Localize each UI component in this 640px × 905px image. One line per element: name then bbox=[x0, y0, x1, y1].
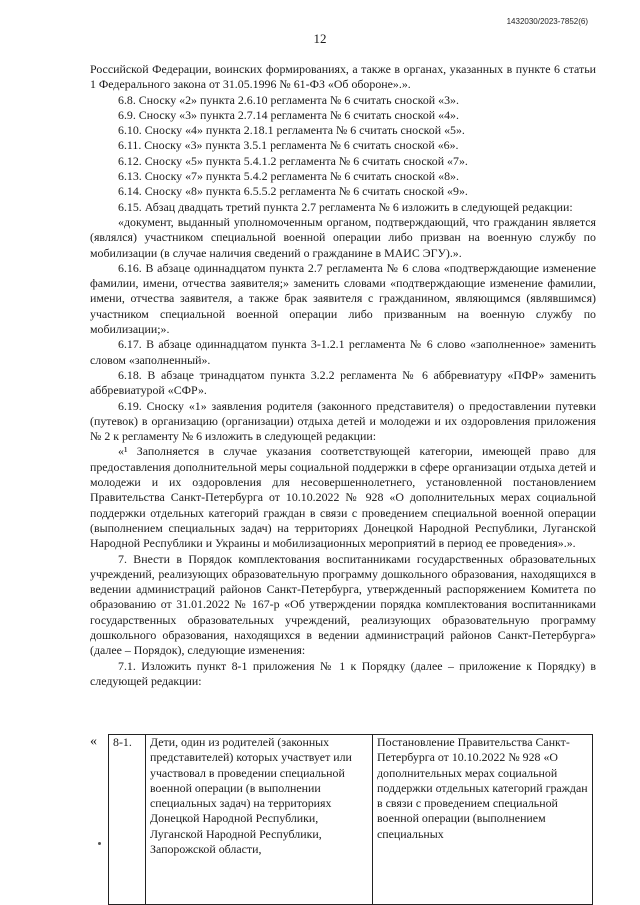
table-open-quote: « bbox=[90, 734, 97, 749]
paragraph: 6.11. Сноску «3» пункта 3.5.1 регламента № 6 считать сноской «6». bbox=[118, 138, 459, 153]
paragraph: 6.10. Сноску «4» пункта 2.18.1 регламента № 6 считать сноской «5». bbox=[118, 123, 465, 138]
paragraph: 6.16. В абзаце одиннадцатом пункта 2.7 регламента № 6 слова «подтверждающие изменение фамилии, имени, отчества заявителя;» заменить словами «подтверждающие изменение фамилии, имени, отчества заявителя, а также брак заявителя с гражданином, являющимся (являвшимся) участником специальной военной операции либо призванным на военную службу по мобилизации;». bbox=[90, 260, 596, 337]
paragraph: 6.14. Сноску «8» пункта 6.5.5.2 регламента № 6 считать сноской «9». bbox=[118, 184, 468, 199]
paragraph: 6.13. Сноску «7» пункта 5.4.2 регламента № 6 считать сноской «8». bbox=[118, 169, 459, 184]
paragraph: Российской Федерации, воинских формированиях, а также в органах, указанных в пункте 6 статьи 1 Федерального закона от 31.05.1996 № 61-ФЗ «Об обороне».». bbox=[90, 62, 596, 92]
table-cell-basis: Постановление Правительства Санкт-Петербурга от 10.10.2022 № 928 «О дополнительных мерах социальной поддержки отдельных категорий граждан в связи с проведением специальной военной операции (выполнением специальных bbox=[373, 735, 593, 905]
document-body bbox=[90, 62, 596, 689]
paragraph: «документ, выданный уполномоченным органом, подтверждающий, что гражданин является (являлся) участником специальной военной операции либо призван на военную службу по мобилизации (в случае наличия сведений о гражданине в МАИС ЭГУ).». bbox=[90, 214, 596, 260]
regulation-table bbox=[108, 734, 593, 905]
table-cell-category: Дети, один из родителей (законных представителей) которых участвует или участвовал в проведении специальной военной операции (в выполнении специальных задач) на территориях Донецкой Народной Республики, Луганской Народной Республики, Запорожской области, bbox=[146, 735, 373, 905]
paragraph: 6.12. Сноску «5» пункта 5.4.1.2 регламента № 6 считать сноской «7». bbox=[118, 153, 468, 168]
document-number: 1432030/2023-7852(6) bbox=[506, 17, 588, 26]
paragraph: 6.15. Абзац двадцать третий пункта 2.7 регламента № 6 изложить в следующей редакции: bbox=[118, 199, 573, 214]
paragraph: 7. Внести в Порядок комплектования воспитанниками государственных образовательных учреждений, реализующих образовательную программу дошкольного образования, находящихся в ведении администраций районов Санкт-Петербурга, утвержденный распоряжением Комитета по образованию от 31.01.2022 № 167-р «Об утверждении порядка комплектования воспитанниками государственных образовательных учреждений, реализующих образовательную программу дошкольного образования, находящихся в ведении администраций районов Санкт-Петербурга» (далее – Порядок), следующие изменения: bbox=[90, 551, 596, 658]
paragraph: 6.18. В абзаце тринадцатом пункта 3.2.2 регламента № 6 аббревиатуру «ПФР» заменить аббревиатурой «СФР». bbox=[90, 367, 596, 398]
paragraph: 7.1. Изложить пункт 8-1 приложения № 1 к Порядку (далее – приложение к Порядку) в следующей редакции: bbox=[90, 658, 596, 688]
paragraph: «¹ Заполняется в случае указания соответствующей категории, имеющей право для предоставления дополнительной меры социальной поддержки в сфере организации отдыха детей и молодежи и их оздоровления для несовершеннолетнего, установленной постановлением Правительства Санкт-Петербурга от 10.10.2022 № 928 «О дополнительных мерах социальной поддержки отдельных категорий граждан в связи с проведением специальной военной операции (выполнением специальных задач) на территориях Донецкой Народной Республики, Луганской Народной Республики и Украины и мобилизационных мероприятий в период ее проведения».». bbox=[90, 444, 596, 551]
paragraph: 6.9. Сноску «3» пункта 2.7.14 регламента № 6 считать сноской «4». bbox=[118, 107, 459, 122]
table-cell-number: 8-1. bbox=[109, 735, 146, 905]
page-number: 12 bbox=[313, 31, 327, 46]
paragraph: 6.17. В абзаце одиннадцатом пункта 3-1.2.1 регламента № 6 слово «заполненное» заменить словом «заполненный». bbox=[90, 337, 596, 367]
paragraph: 6.19. Сноску «1» заявления родителя (законного представителя) о предоставлении путевки (путевок) в организацию (организации) отдыха детей и молодежи и их оздоровления приложения № 2 к регламенту № 6 изложить в следующей редакции: bbox=[90, 398, 596, 444]
table-row bbox=[109, 735, 593, 905]
scan-speck bbox=[98, 842, 101, 845]
paragraph: 6.8. Сноску «2» пункта 2.6.10 регламента № 6 считать сноской «3». bbox=[118, 92, 459, 107]
